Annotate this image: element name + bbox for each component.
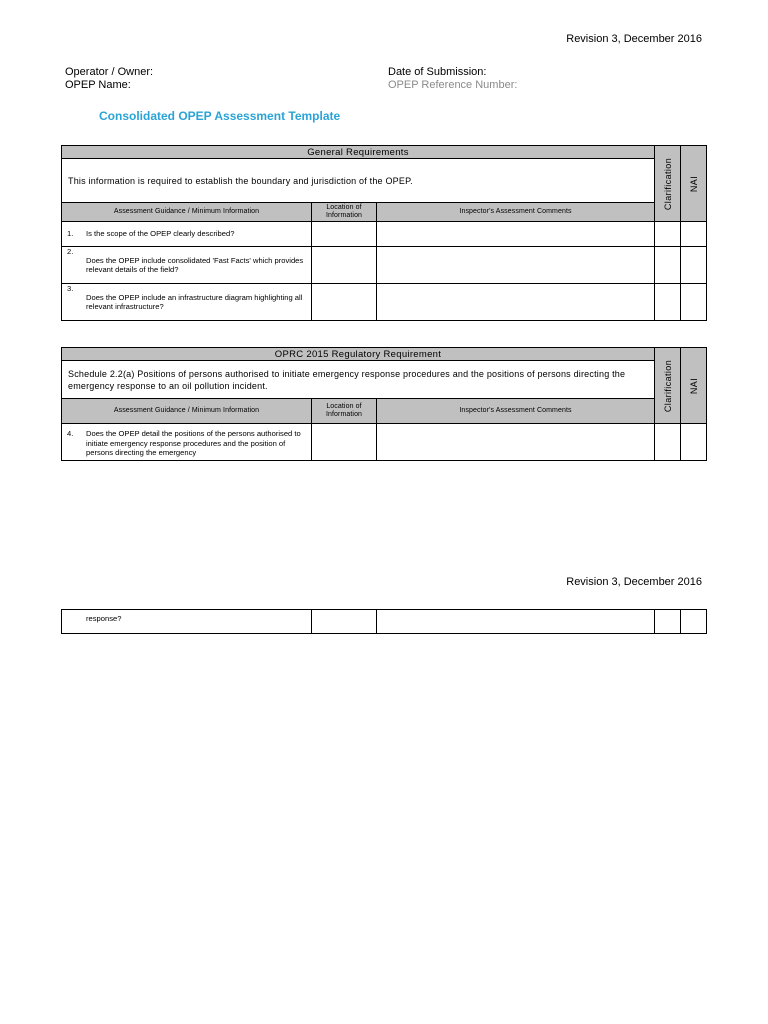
clarification-header: Clarification xyxy=(655,348,681,424)
clarification-cell[interactable] xyxy=(655,247,681,284)
regulatory-requirement-table xyxy=(61,347,707,461)
comments-cell[interactable] xyxy=(377,222,655,247)
date-submission-label: Date of Submission: xyxy=(388,66,487,78)
question-cell: 1. Is the scope of the OPEP clearly described? xyxy=(62,222,312,247)
continuation-table xyxy=(61,609,707,634)
nai-cell[interactable] xyxy=(681,247,707,284)
nai-cell[interactable] xyxy=(681,284,707,321)
question-cell: 4. Does the OPEP detail the positions of the persons authorised to initiate emergency response procedures and the position of persons directing the emergency xyxy=(62,424,312,461)
table-row xyxy=(62,424,707,461)
question-cell: 2. Does the OPEP include consolidated 'Fast Facts' which provides relevant details of the field? xyxy=(62,247,312,284)
nai-header: NAI xyxy=(681,146,707,222)
general-requirements-table xyxy=(61,145,707,321)
table-row xyxy=(62,610,707,634)
clarification-cell[interactable] xyxy=(655,284,681,321)
section-info: Schedule 2.2(a) Positions of persons authorised to initiate emergency response procedures and the positions of persons directing the emergency response to an oil pollution incident. xyxy=(62,361,655,399)
comments-column-header: Inspector's Assessment Comments xyxy=(377,399,655,424)
question-cell: response? xyxy=(62,610,312,634)
location-cell[interactable] xyxy=(312,247,377,284)
nai-cell[interactable] xyxy=(681,424,707,461)
page-title: Consolidated OPEP Assessment Template xyxy=(99,109,341,123)
location-cell[interactable] xyxy=(312,424,377,461)
comments-cell[interactable] xyxy=(377,424,655,461)
comments-cell[interactable] xyxy=(377,247,655,284)
location-column-header: Location of Information xyxy=(312,399,377,424)
nai-cell[interactable] xyxy=(681,610,707,634)
table-row xyxy=(62,284,707,321)
section-heading: General Requirements xyxy=(62,146,655,159)
table-row xyxy=(62,247,707,284)
opep-name-label: OPEP Name: xyxy=(65,79,131,91)
comments-cell[interactable] xyxy=(377,610,655,634)
nai-cell[interactable] xyxy=(681,222,707,247)
section-heading: OPRC 2015 Regulatory Requirement xyxy=(62,348,655,361)
clarification-cell[interactable] xyxy=(655,610,681,634)
clarification-cell[interactable] xyxy=(655,222,681,247)
operator-owner-label: Operator / Owner: xyxy=(65,66,154,78)
clarification-header: Clarification xyxy=(655,146,681,222)
guidance-column-header: Assessment Guidance / Minimum Information xyxy=(62,399,312,424)
location-cell[interactable] xyxy=(312,284,377,321)
revision-label: Revision 3, December 2016 xyxy=(566,576,702,588)
location-cell[interactable] xyxy=(312,222,377,247)
location-cell[interactable] xyxy=(312,610,377,634)
location-column-header: Location of Information xyxy=(312,203,377,222)
opep-reference-label: OPEP Reference Number: xyxy=(388,79,518,91)
comments-cell[interactable] xyxy=(377,284,655,321)
nai-header: NAI xyxy=(681,348,707,424)
comments-column-header: Inspector's Assessment Comments xyxy=(377,203,655,222)
section-info: This information is required to establish the boundary and jurisdiction of the OPEP. xyxy=(62,159,655,203)
guidance-column-header: Assessment Guidance / Minimum Information xyxy=(62,203,312,222)
clarification-cell[interactable] xyxy=(655,424,681,461)
revision-label: Revision 3, December 2016 xyxy=(566,33,702,45)
table-row xyxy=(62,222,707,247)
question-cell: 3. Does the OPEP include an infrastructure diagram highlighting all relevant infrastructure? xyxy=(62,284,312,321)
